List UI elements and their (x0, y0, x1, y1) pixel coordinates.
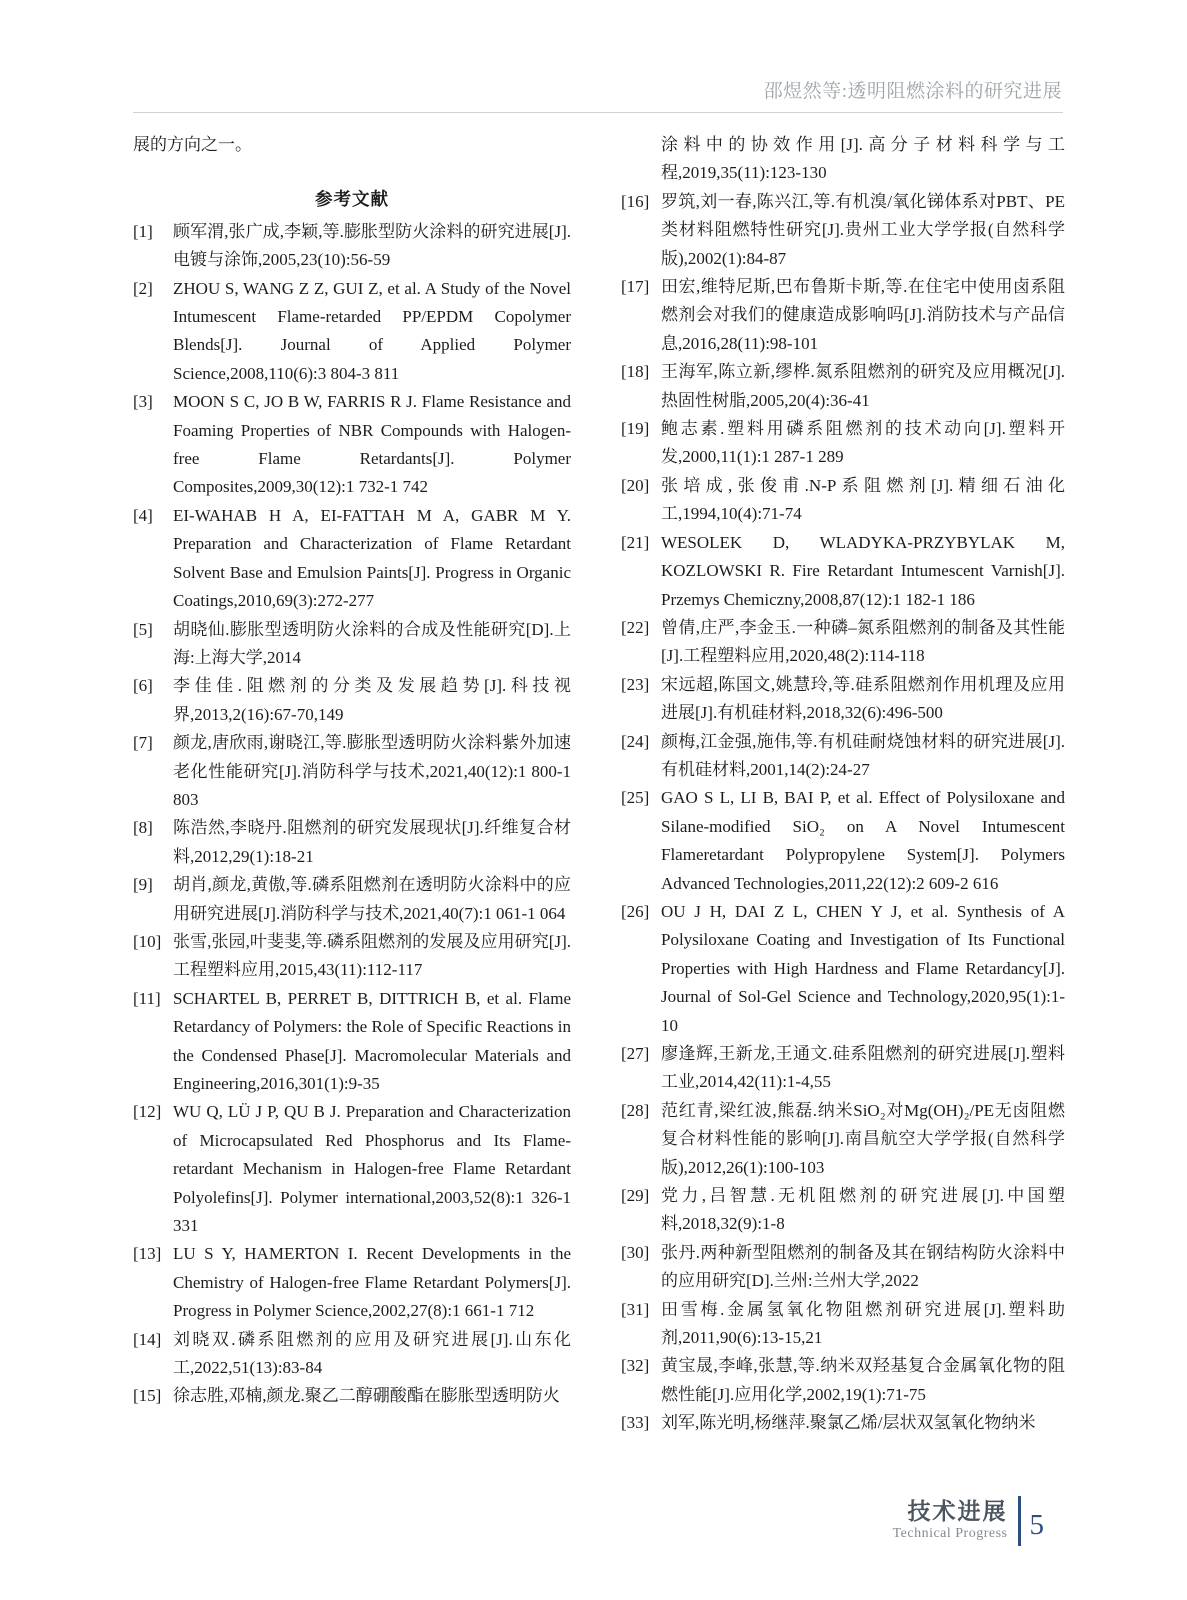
reference-text: 张丹.两种新型阻燃剂的制备及其在钢结构防火涂料中的应用研究[D].兰州:兰州大学,2022 (661, 1242, 1065, 1291)
reference-number: [25] (621, 788, 650, 808)
reference-number: [5] (133, 619, 153, 639)
reference-number: [16] (621, 191, 650, 211)
reference-number: [20] (621, 475, 650, 495)
reference-item (621, 1352, 1065, 1409)
reference-text: 颜龙,唐欣雨,谢晓江,等.膨胀型透明防火涂料紫外加速老化性能研究[J].消防科学与技术,2021,40(12):1 800-1 803 (173, 733, 571, 809)
reference-text: 刘军,陈光明,杨继萍.聚氯乙烯/层状双氢氧化物纳米 (661, 1413, 1036, 1433)
reference-number: [13] (133, 1244, 162, 1264)
reference-text: 涂料中的协效作用[J].高分子材料科学与工程,2019,35(11):123-130 (661, 135, 1065, 183)
header-rule (133, 112, 1063, 113)
footer-divider (1018, 1496, 1021, 1546)
reference-text: WU Q, LÜ J P, QU B J. Preparation and Characterization of Microcapsulated Red Phosphorus and Its Flame-retardant Mechanism in Halogen-free Flame Retardant Polyolefins[J]. Polymer international,2003,52(8):1 326-1 331 (173, 1102, 571, 1236)
reference-number: [30] (621, 1242, 650, 1262)
reference-text: 范红青,梁红波,熊磊.纳米SiO₂对Mg(OH)₂/PE无卤阻燃复合材料性能的影响[J].南昌航空大学学报(自然科学版),2012,26(1):100-103 (661, 1100, 1065, 1177)
right-column (621, 131, 1065, 1438)
reference-number: [2] (133, 278, 153, 298)
reference-text: 胡晓仙.膨胀型透明防火涂料的合成及性能研究[D].上海:上海大学,2014 (173, 619, 571, 667)
reference-text: EI-WAHAB H A, EI-FATTAH M A, GABR M Y. Preparation and Characterization of Flame Retardant Solvent Base and Emulsion Paints[J]. Progress in Organic Coatings,2010,69(3):272-277 (173, 505, 571, 611)
reference-item (621, 1040, 1065, 1097)
reference-number: [14] (133, 1329, 162, 1349)
reference-text: 田雪梅.金属氢氧化物阻燃剂研究进展[J].塑料助剂,2011,90(6):13-15,21 (661, 1299, 1065, 1348)
reference-number: [31] (621, 1299, 650, 1319)
reference-item (133, 871, 571, 928)
reference-text: 顾军渭,张广成,李颖,等.膨胀型防火涂料的研究进展[J].电镀与涂饰,2005,23(10):56-59 (173, 221, 571, 270)
reference-item (621, 529, 1065, 614)
reference-number: [24] (621, 731, 650, 751)
reference-item (133, 502, 571, 616)
reference-item (133, 275, 571, 389)
reference-text: 宋远超,陈国文,姚慧玲,等.硅系阻燃剂作用机理及应用进展[J].有机硅材料,2018,32(6):496-500 (661, 674, 1065, 723)
reference-text: 曾倩,庄严,李金玉.一种磷–氮系阻燃剂的制备及其性能[J].工程塑料应用,2020,48(2):114-118 (661, 617, 1065, 666)
reference-text: MOON S C, JO B W, FARRIS R J. Flame Resistance and Foaming Properties of NBR Compounds with Halogen-free Flame Retardants[J]. Polymer Composites,2009,30(12):1 732-1 742 (173, 392, 571, 497)
reference-item (621, 728, 1065, 785)
references-list-right (621, 131, 1065, 1438)
reference-text: 徐志胜,邓楠,颜龙.聚乙二醇硼酸酯在膨胀型透明防火 (173, 1386, 560, 1406)
reference-number: [15] (133, 1386, 162, 1406)
reference-text: 鲍志素.塑料用磷系阻燃剂的技术动向[J].塑料开发,2000,11(1):1 287-1 289 (661, 419, 1065, 467)
reference-item (133, 1382, 571, 1410)
reference-item (621, 1097, 1065, 1182)
reference-item (621, 898, 1065, 1040)
reference-item (621, 415, 1065, 472)
reference-number: [19] (621, 419, 650, 439)
reference-number: [11] (133, 988, 161, 1008)
reference-text: 田宏,维特尼斯,巴布鲁斯卡斯,等.在住宅中使用卤系阻燃剂会对我们的健康造成影响吗[J].消防技术与产品信息,2016,28(11):98-101 (661, 277, 1065, 353)
page-content (133, 131, 1065, 1438)
reference-text: GAO S L, LI B, BAI P, et al. Effect of Polysiloxane and Silane-modified SiO₂ on A Novel Intumescent Flameretardant Polypropylene System[J]. Polymers Advanced Technologies,2011,22(12):2 609-2 616 (661, 788, 1065, 893)
references-heading: 参考文献 (315, 189, 389, 210)
reference-item (133, 814, 571, 871)
reference-text: 陈浩然,李晓丹.阻燃剂的研究发展现状[J].纤维复合材料,2012,29(1):18-21 (173, 818, 571, 866)
reference-item (133, 388, 571, 502)
reference-text: ZHOU S, WANG Z Z, GUI Z, et al. A Study of the Novel Intumescent Flame-retarded PP/EPDM Copolymer Blends[J]. Journal of Applied Polymer Science,2008,110(6):3 804-3 811 (173, 278, 571, 383)
footer (893, 1496, 1044, 1546)
reference-item (621, 614, 1065, 671)
reference-text: 罗筑,刘一春,陈兴江,等.有机溴/氧化锑体系对PBT、PE类材料阻燃特性研究[J].贵州工业大学学报(自然科学版),2002(1):84-87 (661, 191, 1065, 268)
reference-number: [21] (621, 532, 650, 552)
reference-item (133, 1098, 571, 1240)
reference-number (621, 131, 661, 188)
running-title: 邵煜然等:透明阻燃涂料的研究进展 (763, 81, 1062, 102)
reference-number: [6] (133, 676, 153, 696)
reference-text: 党力,吕智慧.无机阻燃剂的研究进展[J].中国塑料,2018,32(9):1-8 (661, 1186, 1065, 1234)
reference-item (621, 1239, 1065, 1296)
reference-text: 刘晓双.磷系阻燃剂的应用及研究进展[J].山东化工,2022,51(13):83-84 (173, 1329, 571, 1378)
reference-item (133, 928, 571, 985)
reference-text: LU S Y, HAMERTON I. Recent Developments in the Chemistry of Halogen-free Flame Retardant Polymers[J]. Progress in Polymer Science,2002,27(8):1 661-1 712 (173, 1244, 571, 1321)
reference-text: WESOLEK D, WLADYKA-PRZYBYLAK M, KOZLOWSKI R. Fire Retardant Intumescent Varnish[J]. Przemys Chemiczny,2008,87(12):1 182-1 186 (661, 532, 1065, 609)
reference-item (621, 472, 1065, 529)
reference-item (621, 1182, 1065, 1239)
reference-item (621, 1409, 1065, 1437)
reference-number: [27] (621, 1044, 650, 1063)
intro-paragraph: 展的方向之一。 (133, 135, 252, 154)
reference-text: 王海军,陈立新,缪桦.氮系阻燃剂的研究及应用概况[J].热固性树脂,2005,20(4):36-41 (661, 362, 1065, 410)
footer-section-labels (893, 1499, 1018, 1543)
reference-number: [33] (621, 1413, 650, 1433)
reference-text: 颜梅,江金强,施伟,等.有机硅耐烧蚀材料的研究进展[J].有机硅材料,2001,14(2):24-27 (661, 731, 1065, 779)
reference-number: [26] (621, 901, 650, 921)
reference-number: [1] (133, 221, 153, 241)
reference-number: [23] (621, 674, 650, 694)
reference-item (133, 729, 571, 814)
reference-item (133, 985, 571, 1099)
footer-section-title-cn: 技术进展 (907, 1499, 1008, 1524)
reference-text: 胡肖,颜龙,黄傲,等.磷系阻燃剂在透明防火涂料中的应用研究进展[J].消防科学与技术,2021,40(7):1 061-1 064 (173, 875, 571, 923)
reference-item (621, 188, 1065, 273)
reference-item (621, 1296, 1065, 1353)
reference-number: [9] (133, 875, 153, 895)
reference-item (133, 218, 571, 275)
reference-item (621, 358, 1065, 415)
footer-section-title-en: Technical Progress (892, 1526, 1008, 1541)
reference-item (621, 784, 1065, 898)
page-number: 5 (1029, 1508, 1044, 1541)
reference-number: [8] (133, 818, 153, 838)
reference-number: [12] (133, 1102, 162, 1122)
reference-item (133, 672, 571, 729)
reference-text: 李佳佳.阻燃剂的分类及发展趋势[J].科技视界,2013,2(16):67-70,149 (173, 676, 571, 724)
references-list-left (133, 218, 571, 1411)
left-column (133, 131, 571, 1438)
reference-item (133, 1240, 571, 1325)
reference-text: OU J H, DAI Z L, CHEN Y J, et al. Synthesis of A Polysiloxane Coating and Investigation of Its Functional Properties with High Hardness and Flame Retardancy[J]. Journal of Sol-Gel Science and Technology,2020,95(1):1-10 (661, 901, 1065, 1035)
reference-number: [32] (621, 1356, 650, 1376)
reference-number: [29] (621, 1186, 650, 1206)
reference-number: [18] (621, 362, 650, 382)
reference-item (621, 671, 1065, 728)
reference-text: 张雪,张园,叶斐斐,等.磷系阻燃剂的发展及应用研究[J].工程塑料应用,2015,43(11):112-117 (173, 931, 571, 980)
reference-text: SCHARTEL B, PERRET B, DITTRICH B, et al. Flame Retardancy of Polymers: the Role of Specific Reactions in the Condensed Phase[J]. Macromolecular Materials and Engineering,2016,301(1):9-35 (173, 988, 571, 1093)
reference-number: [4] (133, 505, 153, 525)
reference-text: 张培成,张俊甫.N-P系阻燃剂[J].精细石油化工,1994,10(4):71-74 (661, 475, 1065, 524)
reference-item (133, 616, 571, 673)
reference-number: [22] (621, 617, 650, 637)
reference-text: 黄宝晟,李峰,张慧,等.纳米双羟基复合金属氧化物的阻燃性能[J].应用化学,2002,19(1):71-75 (661, 1356, 1065, 1404)
reference-number: [7] (133, 733, 153, 753)
reference-item (621, 131, 1065, 188)
reference-number: [10] (133, 931, 162, 951)
reference-item (621, 273, 1065, 358)
reference-number: [28] (621, 1100, 650, 1120)
reference-text: 廖逢辉,王新龙,王通文.硅系阻燃剂的研究进展[J].塑料工业,2014,42(11):1-4,55 (661, 1044, 1065, 1092)
reference-number: [17] (621, 277, 650, 297)
reference-number: [3] (133, 392, 153, 412)
reference-item (133, 1326, 571, 1383)
